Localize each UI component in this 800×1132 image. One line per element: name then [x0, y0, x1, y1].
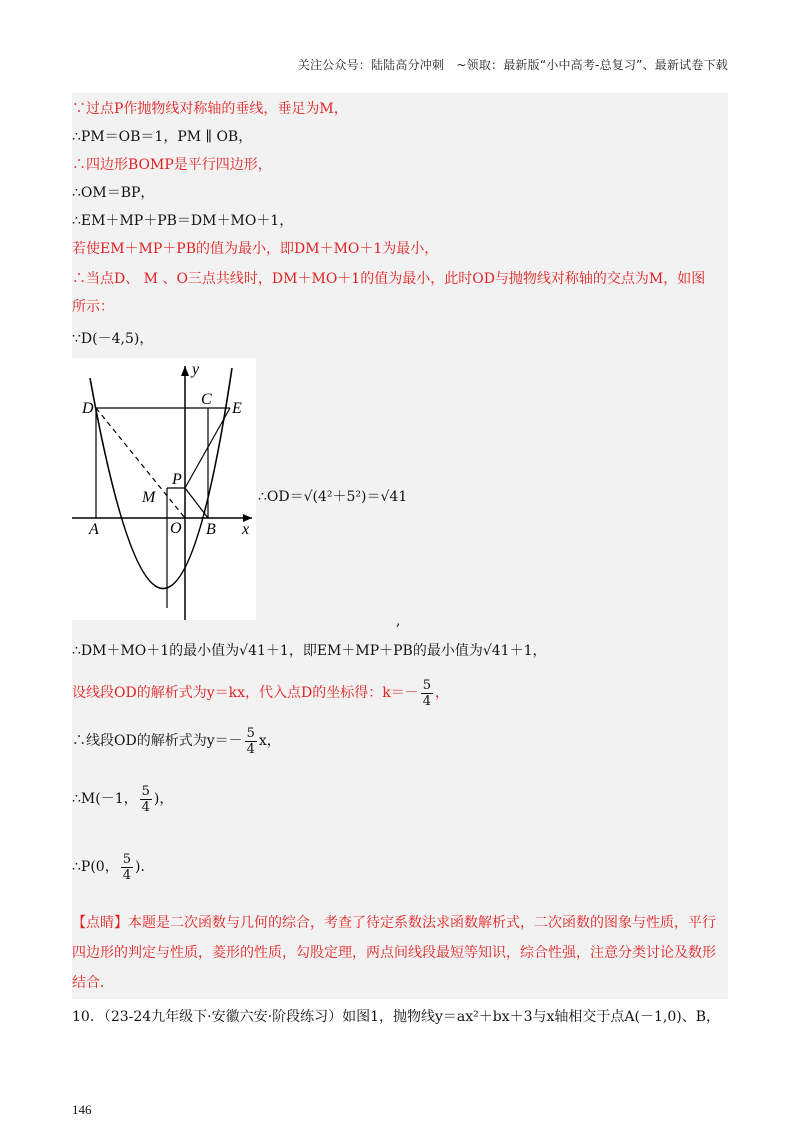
label-y: y	[192, 361, 200, 378]
page-number: 146	[72, 1102, 92, 1117]
solution-line-12	[72, 676, 449, 710]
line-12-prefix: 设线段OD的解析式为y＝kx，代入点D的坐标得：k＝－	[72, 685, 419, 701]
parabola-diagram	[72, 358, 256, 620]
label-D: D	[82, 400, 94, 417]
comment-line-1: 【点睛】本题是二次函数与几何的综合，考查了待定系数法求函数解析式，二次函数的图象与性质，平行	[72, 915, 716, 931]
label-C: C	[201, 391, 212, 408]
fraction-5-4: $\frac{5}{4}$	[246, 725, 255, 757]
comment-line-3: 结合．	[72, 975, 114, 991]
segment-PB	[185, 488, 208, 518]
solution-line-7: ∴当点D、 M 、O三点共线时，DM＋MO＋1的值为最小，此时OD与抛物线对称轴的交点为M，如图	[72, 271, 706, 287]
line-13-prefix: ∴线段OD的解析式为y＝－	[72, 733, 243, 749]
line-14-suffix: )，	[153, 791, 174, 807]
line-13-suffix: x，	[258, 733, 281, 749]
label-A: A	[89, 521, 99, 538]
solution-line-15	[72, 850, 154, 884]
solution-line-10: ∴OD＝√(4²＋5²)＝√41	[258, 489, 408, 505]
comment-line-2: 四边形的判定与性质，菱形的性质，勾股定理，两点间线段最短等知识，综合性强，注意分类讨论及数形	[72, 945, 716, 961]
solution-line-2: ∴PM＝OB＝1，PM ∥ OB，	[72, 129, 253, 145]
line-14-prefix: ∴M(－1，	[72, 791, 138, 807]
solution-line-5: ∴EM＋MP＋PB＝DM＋MO＋1，	[72, 213, 294, 229]
label-E: E	[232, 400, 242, 417]
page-header: 关注公众号：陆陆高分冲刺 ~领取：最新版“小中高考-总复习”、最新试卷下载	[297, 58, 728, 72]
solution-line-4: ∴OM＝BP，	[72, 185, 155, 201]
segment-DO-dashed	[96, 408, 185, 518]
label-M: M	[142, 489, 156, 506]
next-problem: 10．（23-24九年级下·安徽六安·阶段练习）如图1，抛物线y＝ax²＋bx＋3与x轴相交于点A(－1,0)、B，	[72, 1009, 720, 1025]
label-x: x	[242, 521, 250, 538]
line-15-prefix: ∴P(0，	[72, 859, 119, 875]
parabola-figure	[72, 358, 256, 620]
fraction-5-4: $\frac{5}{4}$	[422, 677, 431, 709]
stray-comma: ,	[396, 613, 401, 629]
solution-line-6: 若使EM＋MP＋PB的值为最小，即DM＋MO＋1为最小，	[72, 241, 439, 257]
line-12-suffix: ，	[434, 685, 449, 701]
solution-line-13	[72, 724, 281, 758]
y-axis-arrow	[181, 366, 189, 376]
fraction-5-4: $\frac{5}{4}$	[122, 851, 131, 883]
solution-line-8: 所示：	[72, 299, 114, 315]
solution-line-1: ∵过点P作抛物线对称轴的垂线，垂足为M，	[72, 101, 348, 117]
solution-line-3: ∴四边形BOMP是平行四边形，	[72, 157, 272, 173]
label-O: O	[170, 520, 182, 537]
fraction-5-4: $\frac{5}{4}$	[141, 783, 150, 815]
solution-line-14	[72, 782, 173, 816]
line-15-suffix: )．	[134, 859, 155, 875]
solution-line-11: ∴DM＋MO＋1的最小值为√41＋1，即EM＋MP＋PB的最小值为√41＋1，	[72, 643, 547, 659]
label-B: B	[206, 521, 216, 538]
label-P: P	[172, 471, 182, 488]
solution-line-9: ∵D(－4,5)，	[72, 331, 154, 347]
